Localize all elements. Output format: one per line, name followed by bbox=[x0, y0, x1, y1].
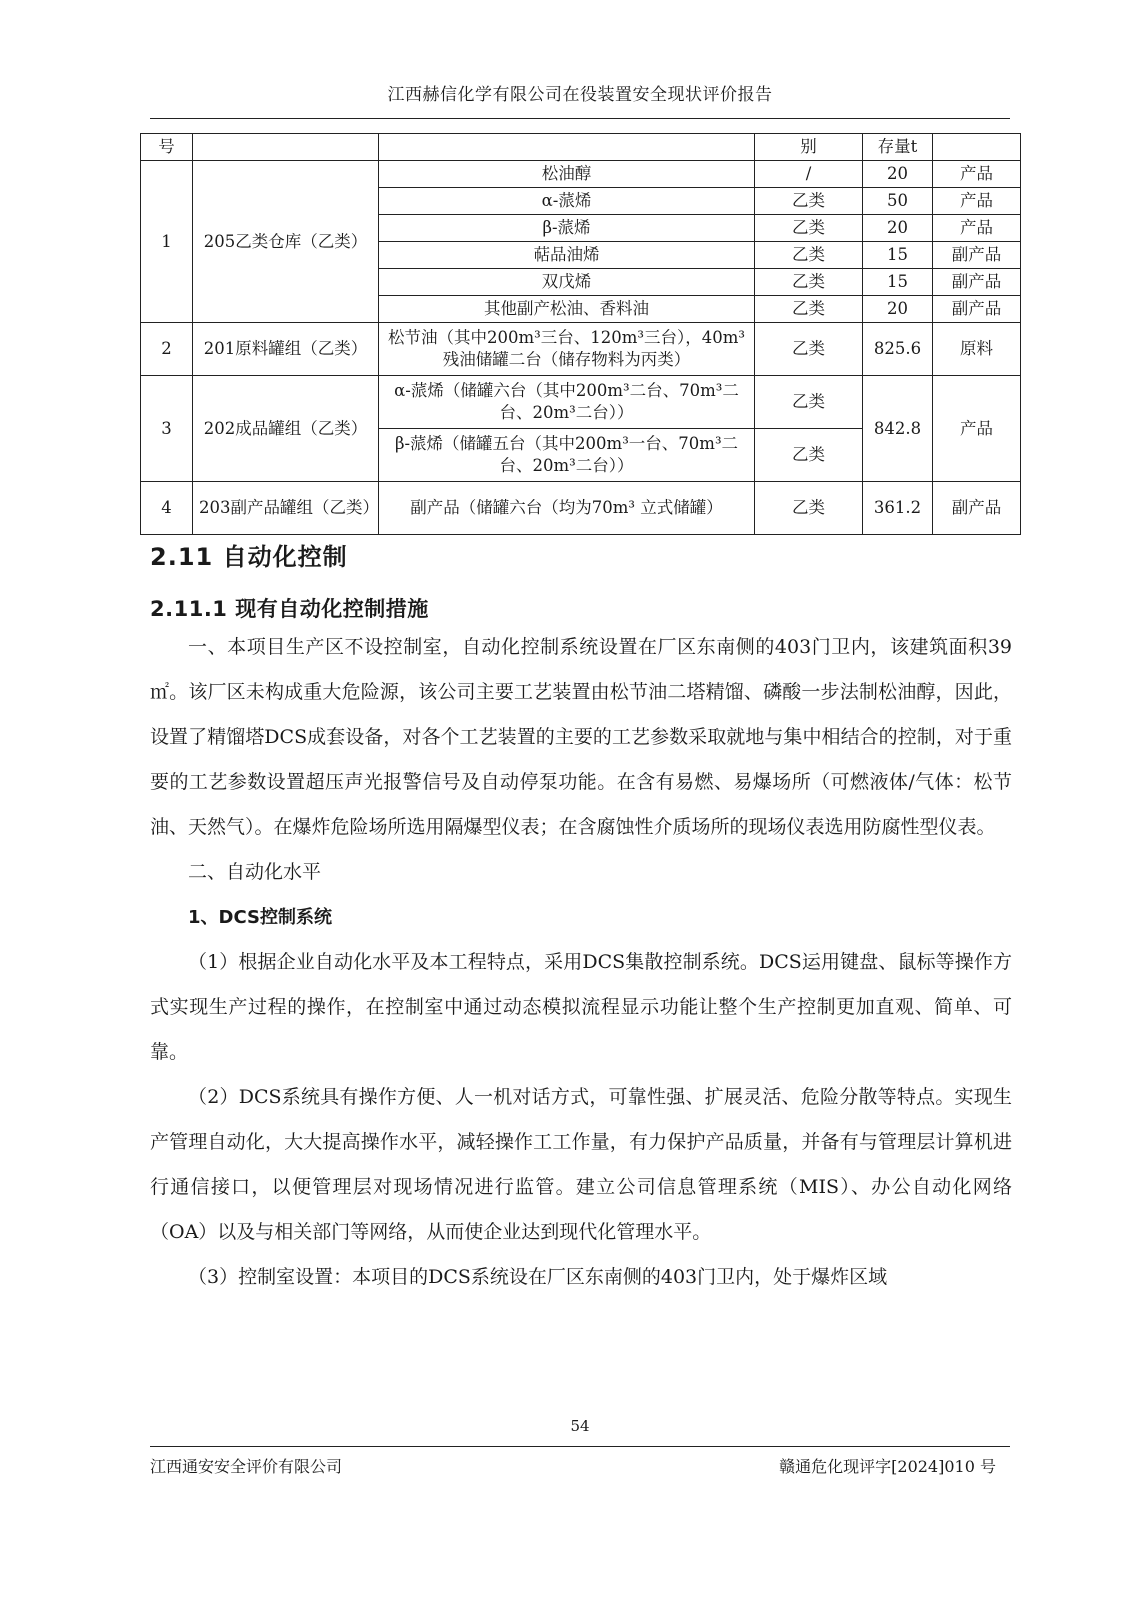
material-name: α-蒎烯 bbox=[379, 188, 755, 215]
material-type: 产品 bbox=[933, 215, 1021, 242]
material-name: 其他副产松油、香料油 bbox=[379, 296, 755, 323]
header-cell bbox=[193, 134, 379, 161]
section-heading: 2.11 自动化控制 bbox=[150, 543, 348, 571]
material-type: 副产品 bbox=[933, 482, 1021, 535]
storage-location: 202成品罐组（乙类） bbox=[193, 376, 379, 482]
sub-heading: 1、DCS控制系统 bbox=[188, 907, 332, 928]
material-type: 产品 bbox=[933, 188, 1021, 215]
material-name: 松节油（其中200m³三台、120m³三台），40m³残油储罐二台（储存物料为丙类） bbox=[379, 323, 755, 376]
storage-quantity: 825.6 bbox=[863, 323, 933, 376]
storage-quantity: 15 bbox=[863, 269, 933, 296]
paragraph: （3）控制室设置：本项目的DCS系统设在厂区东南侧的403门卫内，处于爆炸区域 bbox=[188, 1266, 888, 1288]
header-rule bbox=[150, 118, 1010, 119]
paragraph: （1）根据企业自动化水平及本工程特点，采用DCS集散控制系统。DCS运用键盘、鼠标等操作方式实现生产过程的操作，在控制室中通过动态模拟流程显示功能让整个生产控制更加直观、简单、可靠。 bbox=[150, 951, 1012, 1063]
footer-rule bbox=[150, 1446, 1010, 1447]
storage-quantity: 15 bbox=[863, 242, 933, 269]
fire-category: 乙类 bbox=[755, 269, 863, 296]
header-cell: 号 bbox=[141, 134, 193, 161]
fire-category: 乙类 bbox=[755, 188, 863, 215]
header-cell bbox=[379, 134, 755, 161]
row-number: 1 bbox=[141, 161, 193, 323]
fire-category: / bbox=[755, 161, 863, 188]
storage-quantity: 20 bbox=[863, 296, 933, 323]
fire-category: 乙类 bbox=[755, 215, 863, 242]
header-cell bbox=[933, 134, 1021, 161]
page-number: 54 bbox=[570, 1417, 590, 1435]
storage-location: 205乙类仓库（乙类） bbox=[193, 161, 379, 323]
material-type: 副产品 bbox=[933, 296, 1021, 323]
material-name: 萜品油烯 bbox=[379, 242, 755, 269]
fire-category: 乙类 bbox=[755, 323, 863, 376]
storage-quantity: 842.8 bbox=[863, 376, 933, 482]
material-type: 副产品 bbox=[933, 242, 1021, 269]
storage-quantity: 50 bbox=[863, 188, 933, 215]
material-name: α-蒎烯（储罐六台（其中200m³二台、70m³二台、20m³二台）） bbox=[379, 376, 755, 429]
material-type: 副产品 bbox=[933, 269, 1021, 296]
material-name: 副产品（储罐六台（均为70m³ 立式储罐） bbox=[379, 482, 755, 535]
paragraph: 一、本项目生产区不设控制室，自动化控制系统设置在厂区东南侧的403门卫内，该建筑面积39㎡。该厂区未构成重大危险源，该公司主要工艺装置由松节油二塔精馏、磷酸一步法制松油醇，因此，设置了精馏塔DCS成套设备，对各个工艺装置的主要的工艺参数采取就地与集中相结合的控制，对于重要的工艺参数设置超压声光报警信号及自动停泵功能。在含有易燃、易爆场所（可燃液体/气体：松节油、天然气）。在爆炸危险场所选用隔爆型仪表；在含腐蚀性介质场所的现场仪表选用防腐性型仪表。 bbox=[150, 636, 1012, 838]
header-cell: 存量t bbox=[863, 134, 933, 161]
row-number: 4 bbox=[141, 482, 193, 535]
fire-category: 乙类 bbox=[755, 482, 863, 535]
material-type: 产品 bbox=[933, 376, 1021, 482]
fire-category: 乙类 bbox=[755, 376, 863, 429]
header-title: 江西赫信化学有限公司在役装置安全现状评价报告 bbox=[387, 85, 773, 105]
table-row bbox=[141, 323, 1021, 376]
table-row bbox=[141, 376, 1021, 429]
row-number: 3 bbox=[141, 376, 193, 482]
material-name: β-蒎烯 bbox=[379, 215, 755, 242]
storage-quantity: 361.2 bbox=[863, 482, 933, 535]
table-header-row bbox=[141, 134, 1021, 161]
body-text bbox=[150, 625, 1012, 1300]
material-type: 原料 bbox=[933, 323, 1021, 376]
storage-quantity: 20 bbox=[863, 161, 933, 188]
material-name: β-蒎烯（储罐五台（其中200m³一台、70m³二台、20m³二台）） bbox=[379, 429, 755, 482]
fire-category: 乙类 bbox=[755, 429, 863, 482]
table-row bbox=[141, 482, 1021, 535]
paragraph: （2）DCS系统具有操作方便、人一机对话方式，可靠性强、扩展灵活、危险分散等特点。实现生产管理自动化，大大提高操作水平，减轻操作工工作量，有力保护产品质量，并备有与管理层计算机进行通信接口，以便管理层对现场情况进行监管。建立公司信息管理系统（MIS）、办公自动化网络（OA）以及与相关部门等网络，从而使企业达到现代化管理水平。 bbox=[150, 1086, 1012, 1243]
storage-quantity: 20 bbox=[863, 215, 933, 242]
footer-doc-code: 赣通危化现评字[2024]010 号 bbox=[779, 1457, 996, 1476]
material-type: 产品 bbox=[933, 161, 1021, 188]
material-name: 松油醇 bbox=[379, 161, 755, 188]
storage-location: 201原料罐组（乙类） bbox=[193, 323, 379, 376]
header-cell: 别 bbox=[755, 134, 863, 161]
storage-location: 203副产品罐组（乙类） bbox=[193, 482, 379, 535]
subsection-heading: 2.11.1 现有自动化控制措施 bbox=[150, 597, 429, 621]
fire-category: 乙类 bbox=[755, 296, 863, 323]
table-row bbox=[141, 161, 1021, 188]
material-name: 双戊烯 bbox=[379, 269, 755, 296]
footer-company: 江西通安安全评价有限公司 bbox=[150, 1457, 343, 1476]
fire-category: 乙类 bbox=[755, 242, 863, 269]
inventory-table bbox=[140, 133, 1021, 535]
row-number: 2 bbox=[141, 323, 193, 376]
paragraph: 二、自动化水平 bbox=[188, 861, 322, 883]
